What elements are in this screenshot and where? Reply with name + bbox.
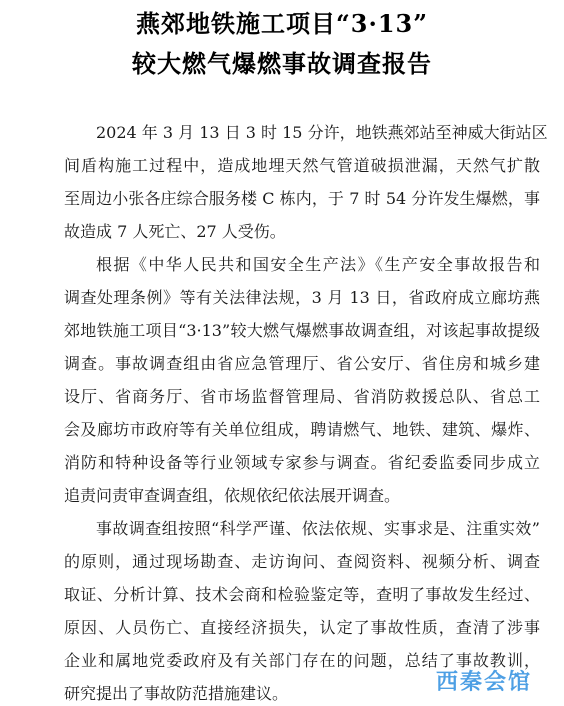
paragraph-line: 会及廊坊市政府等有关单位组成，聘请燃气、地铁、建筑、爆炸、 — [64, 420, 540, 439]
paragraph-line: 2024 年 3 月 13 日 3 时 15 分许，地铁燕郊站至神威大街站区 — [96, 123, 548, 142]
paragraph-line: 消防和特种设备等行业领域专家参与调查。省纪委监委同步成立 — [64, 453, 540, 472]
report-title-line-2: 较大燃气爆燃事故调查报告 — [132, 49, 432, 78]
paragraph-line: 调查。事故调查组由省应急管理厅、省公安厅、省住房和城乡建 — [64, 354, 540, 373]
paragraph-line: 郊地铁施工项目“3·13”较大燃气爆燃事故调查组，对该起事故提级 — [64, 321, 540, 340]
watermark-logo: 西秦会馆 — [436, 670, 533, 695]
report-title-line-1: 燕郊地铁施工项目“3·13” — [135, 9, 429, 38]
paragraph-line: 间盾构施工过程中，造成地埋天然气管道破损泄漏，天然气扩散 — [64, 156, 540, 175]
paragraph-line: 原因、人员伤亡、直接经济损失，认定了事故性质，查清了涉事 — [64, 618, 540, 637]
paragraph-line: 取证、分析计算、技术会商和检验鉴定等，查明了事故发生经过、 — [64, 585, 540, 604]
paragraph-line: 调查处理条例》等有关法律法规，3 月 13 日，省政府成立廊坊燕 — [64, 288, 540, 307]
paragraph-line: 故造成 7 人死亡、27 人受伤。 — [64, 222, 286, 241]
paragraph-line: 设厅、省商务厅、省市场监督管理局、省消防救援总队、省总工 — [64, 387, 540, 406]
paragraph-line: 追责问责审查调查组，依规依纪依法展开调查。 — [64, 486, 401, 505]
paragraph-line: 根据《中华人民共和国安全生产法》《生产安全事故报告和 — [96, 255, 540, 274]
paragraph-line: 企业和属地党委政府及有关部门存在的问题，总结了事故教训， — [64, 651, 540, 670]
paragraph-line: 研究提出了事故防范措施建议。 — [64, 684, 289, 703]
paragraph-line: 的原则，通过现场勘查、走访询问、查阅资料、视频分析、调查 — [64, 552, 540, 571]
paragraph-line: 至周边小张各庄综合服务楼 C 栋内，于 7 时 54 分许发生爆燃，事 — [64, 189, 540, 208]
paragraph-line: 事故调查组按照“科学严谨、依法依规、实事求是、注重实效” — [96, 519, 540, 538]
